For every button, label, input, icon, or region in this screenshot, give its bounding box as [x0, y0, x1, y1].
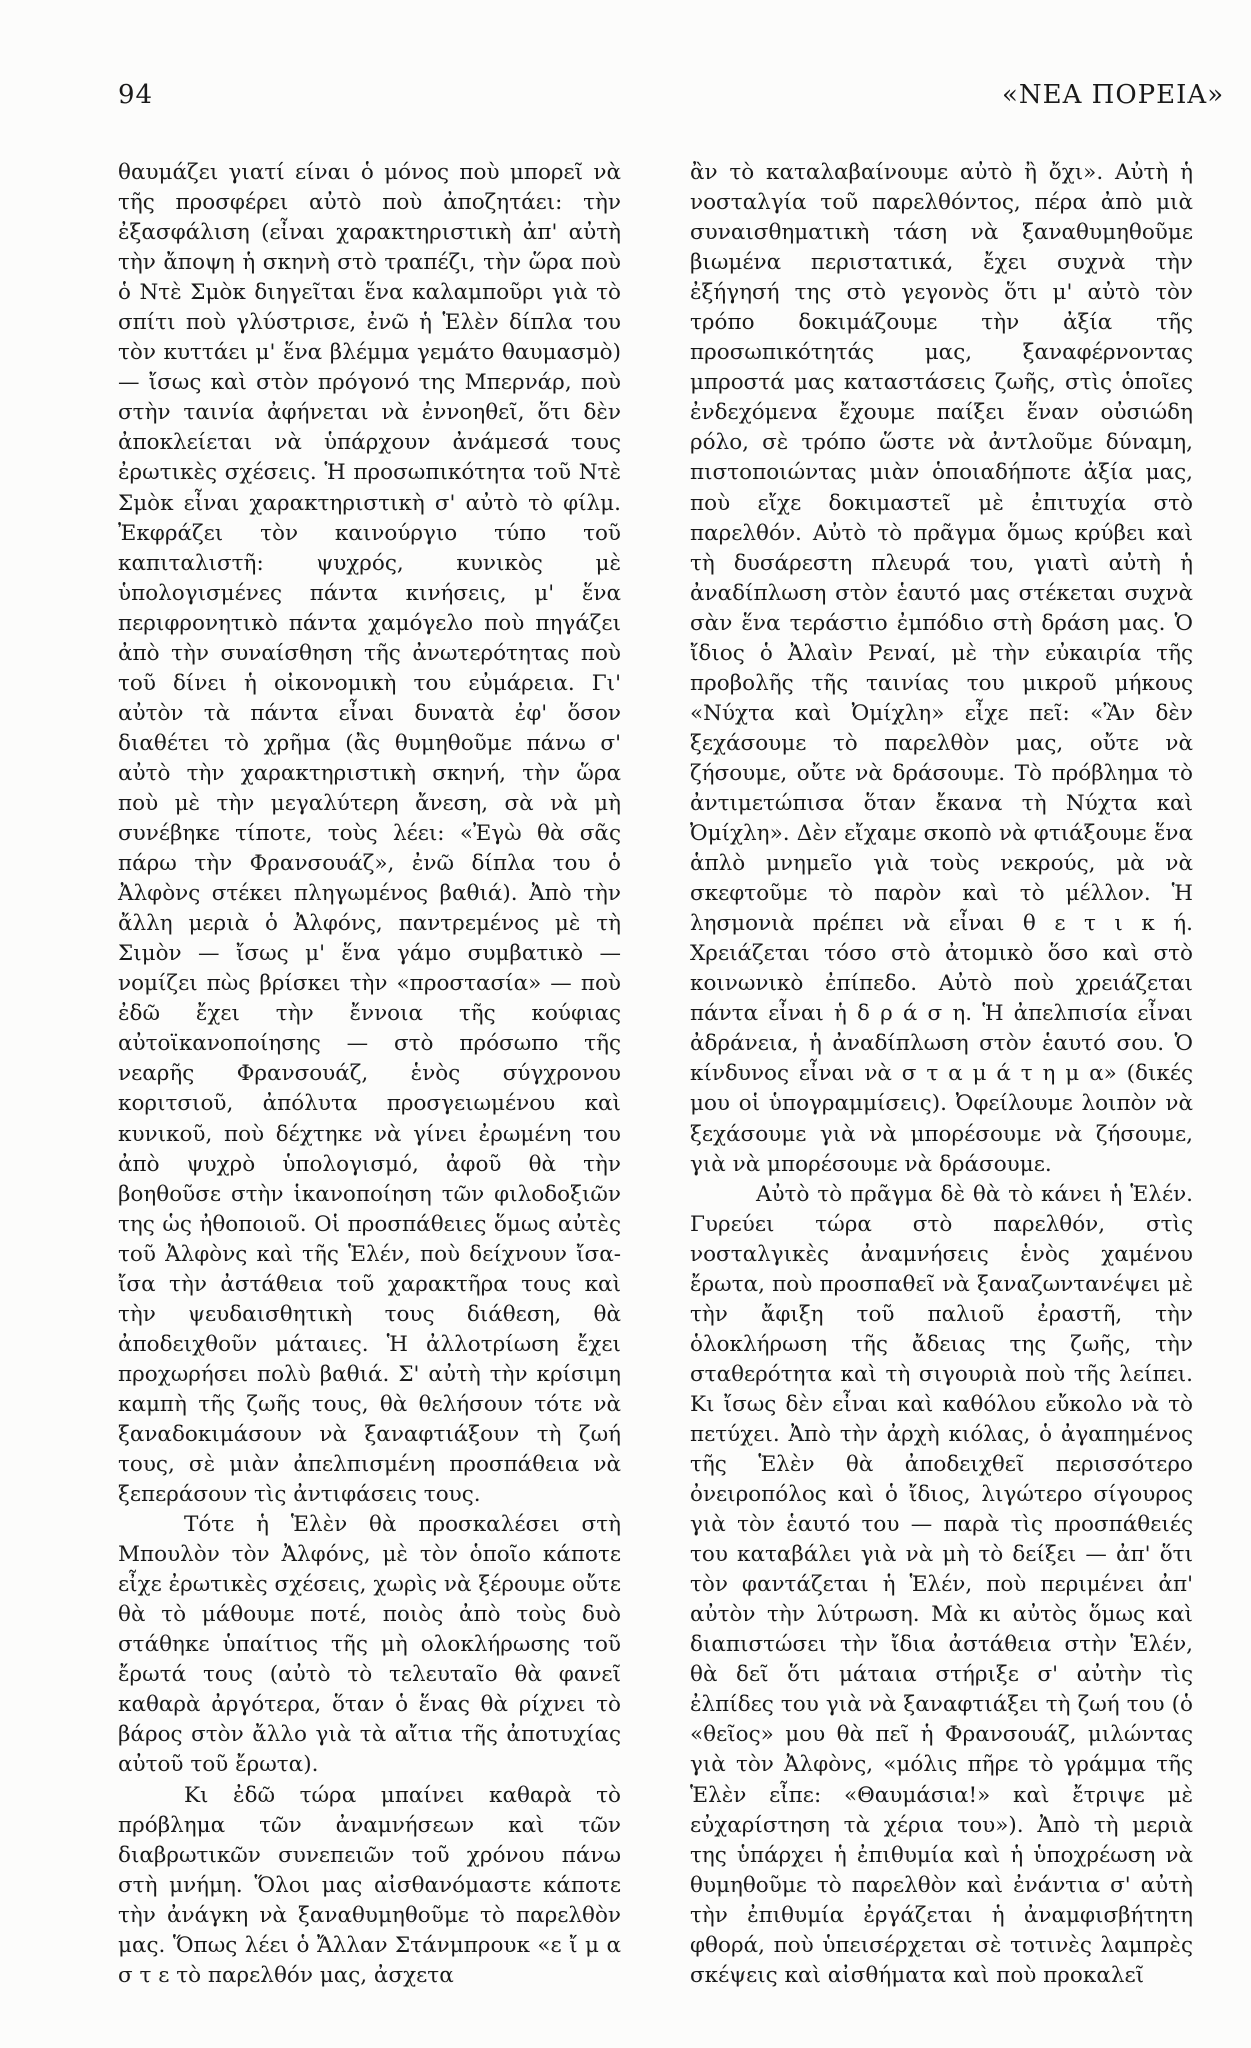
page-number: 94 [118, 80, 154, 110]
paragraph: Κι ἐδῶ τώρα μπαίνει καθαρὰ τὸ πρόβλημα τῶν ἀναμνήσεων καὶ τῶν διαβρωτικῶν συνεπειῶν τοῦ χρόνου πάνω στὴ μνήμη. Ὅλοι μας αἰσθανόμαστε κάποτε τὴν ἀνάγκη νὰ ξαναθυμηθοῦμε τὸ παρελθὸν μας. Ὅπως λέει ὁ Ἄλλαν Στάνμπρουκ «ε ἴ μ α σ τ ε τὸ παρελθόν μας, ἀσχετα [118, 1782, 621, 1988]
paragraph: ἂν τὸ καταλαβαίνουμε αὐτὸ ἢ ὄχι». Αὐτὴ ἡ νοσταλγία τοῦ παρελθόντος, πέρα ἀπὸ μιὰ συναισθηματικὴ τάση νὰ ξαναθυμηθοῦμε βιωμένα περιστατικά, ἔχει συχνὰ τὴν ἐξήγησή της στὸ γεγονὸς ὅτι μ' αὐτὸ τὸν τρόπο δοκιμάζουμε τὴν ἀξία τῆς προσωπικότητάς μας, ξαναφέρνοντας μπροστά μας καταστάσεις ζωῆς, στὶς ὁποῖες ἐνδεχόμενα ἔχουμε παίξει ἕναν οὐσιώδη ρόλο, σὲ τρόπο ὥστε νὰ ἀντλοῦμε δύναμη, πιστοποιώντας μιὰν ὁποιαδήποτε ἀξία μας, ποὺ εἴχε δοκιμαστεῖ μὲ ἐπιτυχία στὸ παρελθόν. Αὐτὸ τὸ πρᾶγμα ὅμως κρύβει καὶ τὴ δυσάρεστη πλευρά του, γιατὶ αὐτὴ ἡ ἀναδίπλωση στὸν ἑαυτό μας στέκεται συχνὰ σὰν ἕνα τεράστιο ἐμπόδιο στὴ δράση μας. Ὁ ἴδιος ὁ Ἀλαὶν Ρεναί, μὲ τὴν εὐκαιρία τῆς προβολῆς τῆς ταινίας του μικροῦ μήκους «Νύχτα καὶ Ὀμίχλη» εἶχε πεῖ: «Ἂν δὲν ξεχάσουμε τὸ παρελθὸν μας, οὔτε νὰ ζήσουμε, οὔτε νὰ δράσουμε. Τὸ πρόβλημα τὸ ἀντιμετώπισα ὅταν ἔκανα τὴ Νύχτα καὶ Ὀμίχλη». Δὲν εἴχαμε σκοπὸ νὰ φτιάξουμε ἕνα ἁπλὸ μνημεῖο γιὰ τοὺς νεκρούς, μὰ νὰ σκεφτοῦμε τὸ παρὸν καὶ τὸ μέλλον. Ἡ λησμονιὰ πρέπει νὰ εἶναι θ ε τ ι κ ή. Χρειάζεται τόσο στὸ ἀτομικὸ ὅσο καὶ στὸ κοινωνικὸ ἐπίπεδο. Αὐτὸ ποὺ χρειάζεται πάντα εἶναι ἡ δ ρ ά σ η. Ἡ ἀπελπισία εἶναι ἀδράνεια, ἡ ἀναδίπλωση στὸν ἑαυτό σου. Ὁ κίνδυνος εἶναι νὰ σ τ α μ ά τ η μ α» (δικές μου οἱ ὑπογραμμίσεις). Ὀφείλουμε λοιπὸν νὰ ξεχάσουμε γιὰ νὰ μπορέσουμε νὰ ζήσουμε, γιὰ νὰ μπορέσουμε νὰ δράσουμε. [690, 160, 1193, 1177]
paragraph: Αὐτὸ τὸ πρᾶγμα δὲ θὰ τὸ κάνει ἡ Ἑλέν. Γυρεύει τώρα στὸ παρελθόν, στὶς νοσταλγικὲς ἀναμνήσεις ἑνὸς χαμένου ἔρωτα, ποὺ προσπαθεῖ νὰ ξαναζωντανέψει μὲ τὴν ἄφιξη τοῦ παλιοῦ ἐραστῆ, τὴν ὁλοκλήρωση τῆς ἄδειας της ζωῆς, τὴν σταθερότητα καὶ τὴ σιγουριὰ ποὺ τῆς λείπει. Κι ἴσως δὲν εἶναι καὶ καθόλου εὔκολο νὰ τὸ πετύχει. Ἀπὸ τὴν ἀρχὴ κιόλας, ὁ ἀγαπημένος τῆς Ἑλὲν θὰ ἀποδειχθεῖ περισσότερο ὀνειροπόλος καὶ ὁ ἴδιος, λιγώτερο σίγουρος γιὰ τὸν ἑαυτό του — παρὰ τὶς προσπάθειές του καταβάλει γιὰ νὰ μὴ τὸ δείξει — ἀπ' ὅτι τὸν φαντάζεται ἡ Ἑλέν, ποὺ περιμένει ἀπ' αὐτὸν τὴν λύτρωση. Μὰ κι αὐτὸς ὅμως καὶ διαπιστώσει τὴν ἴδια ἀστάθεια στὴν Ἑλέν, θὰ δεῖ ὅτι μάταια στήριξε σ' αὐτὴν τὶς ἐλπίδες του γιὰ νὰ ξαναφτιάξει τὴ ζωή του (ὁ «θεῖος» μου θὰ πεῖ ἡ Φρανσουάζ, μιλώντας γιὰ τὸν Ἀλφὸνς, «μόλις πῆρε τὸ γράμμα τῆς Ἑλὲν εἶπε: «Θαυμάσια!» καὶ ἔτριψε μὲ εὐχαρίστηση τὰ χέρια του»). Ἀπὸ τὴ μεριὰ της ὑπάρχει ἡ ἐπιθυμία καὶ ἡ ὑποχρέωση νὰ θυμηθοῦμε τὸ παρελθὸν καὶ ἐνάντια σ' αὐτὴ τὴν ἐπιθυμία ἐργάζεται ἡ ἀναμφισβήτητη φθορά, ποὺ ὑπεισέρχεται σὲ τοτινὲς λαμπρὲς σκέψεις καὶ αἰσθήματα καὶ ποὺ προκαλεῖ [690, 1181, 1193, 1988]
journal-title: «ΝΕΑ ΠΟΡΕΙΑ» [1002, 80, 1225, 110]
page-header [118, 80, 1251, 120]
paragraph: Τότε ἡ Ἑλὲν θὰ προσκαλέσει στὴ Μπουλὸν τὸν Ἀλφόνς, μὲ τὸν ὁποῖο κάποτε εἶχε ἐρωτικὲς σχέσεις, χωρὶς νὰ ξέρουμε οὔτε θὰ τὸ μάθουμε ποτέ, ποιὸς ἀπὸ τοὺς δυὸ στάθηκε ὑπαίτιος τῆς μὴ ολοκλήρωσης τοῦ ἔρωτά τους (αὐτὸ τὸ τελευταῖο θὰ φανεῖ καθαρὰ ἀργότερα, ὅταν ὁ ἕνας θὰ ρίχνει τὸ βάρος στὸν ἄλλο γιὰ τὰ αἴτια τῆς ἀποτυχίας αὐτοῦ τοῦ ἔρωτα). [118, 1512, 621, 1778]
paragraph: θαυμάζει γιατί είναι ὁ μόνος ποὺ μπορεῖ νὰ τῆς προσφέρει αὐτὸ ποὺ ἀποζητάει: τὴν ἐξασφάλιση (εἶναι χαρακτηριστικὴ ἀπ' αὐτὴ τὴν ἄποψη ἡ σκηνὴ στὸ τραπέζι, τὴν ὥρα ποὺ ὁ Ντὲ Σμὸκ διηγεῖται ἕνα καλαμποῦρι γιὰ τὸ σπίτι ποὺ γλύστρισε, ἐνῶ ἡ Ἑλὲν δίπλα του τὸν κυττάει μ' ἕνα βλέμμα γεμάτο θαυμασμὸ) — ἴσως καὶ στὸν πρόγονό της Μπερνάρ, ποὺ στὴν ταινία ἀφήνεται νὰ ἐννοηθεῖ, ὅτι δὲν ἀποκλείεται νὰ ὑπάρχουν ἀνάμεσά τους ἐρωτικὲς σχέσεις. Ἡ προσωπικότητα τοῦ Ντὲ Σμὸκ εἶναι χαρακτηριστικὴ σ' αὐτὸ τὸ φίλμ. Ἐκφράζει τὸν καινούργιο τύπο τοῦ καπιταλιστῆ: ψυχρός, κυνικὸς μὲ ὑπολογισμένες πάντα κινήσεις, μ' ἕνα περιφρονητικὸ πάντα χαμόγελο ποὺ πηγάζει ἀπὸ τὴν συναίσθηση τῆς ἀνωτερότητας ποὺ τοῦ δίνει ἡ οἰκονομικὴ του εὐμάρεια. Γι' αὐτὸν τὰ πάντα εἶναι δυνατὰ ἐφ' ὅσον διαθέτει τὸ χρῆμα (ἂς θυμηθοῦμε πάνω σ' αὐτὸ τὴν χαρακτηριστικὴ σκηνή, τὴν ὥρα ποὺ μὲ τὴν μεγαλύτερη ἄνεση, σὰ νὰ μὴ συνέβηκε τίποτε, τοὺς λέει: «Ἐγὼ θὰ σᾶς πάρω τὴν Φρανσουάζ», ἐνῶ δίπλα του ὁ Ἀλφὸνς στέκει πληγωμένος βαθιά). Ἀπὸ τὴν ἄλλη μεριὰ ὁ Ἀλφόνς, παντρεμένος μὲ τὴ Σιμὸν — ἴσως μ' ἕνα γάμο συμβατικὸ — νομίζει πὼς βρίσκει τὴν «προστασία» — ποὺ ἐδῶ ἔχει τὴν ἔννοια τῆς κούφιας αὐτοϊκανοποίησης — στὸ πρόσωπο τῆς νεαρῆς Φρανσουάζ, ἑνὸς σύγχρονου κοριτσιοῦ, ἀπόλυτα προσγειωμένου καὶ κυνικοῦ, ποὺ δέχτηκε νὰ γίνει ἐρωμένη του ἀπὸ ψυχρὸ ὑπολογισμό, ἀφοῦ θὰ τὴν βοηθοῦσε στὴν ἱκανοποίηση τῶν φιλοδοξιῶν της ὡς ἠθοποιοῦ. Οἱ προσπάθειες ὅμως αὐτὲς τοῦ Ἀλφὸνς καὶ τῆς Ἑλέν, ποὺ δείχνουν ἴσα-ἴσα τὴν ἀστάθεια τοῦ χαρακτῆρα τους καὶ τὴν ψευδαισθητικὴ τους διάθεση, θὰ ἀποδειχθοῦν μάταιες. Ἡ ἀλλοτρίωση ἔχει προχωρήσει πολὺ βαθιά. Σ' αὐτὴ τὴν κρίσιμη καμπὴ τῆς ζωῆς τους, θὰ θελήσουν τότε νὰ ξαναδοκιμάσουν νὰ ξαναφτιάξουν τὴ ζωή τους, σὲ μιὰν ἀπελπισμένη προσπάθεια νὰ ξεπεράσουν τὶς ἀντιφάσεις τους. [118, 160, 621, 1508]
right-text-column [690, 158, 1193, 1991]
left-text-column [118, 158, 621, 1991]
